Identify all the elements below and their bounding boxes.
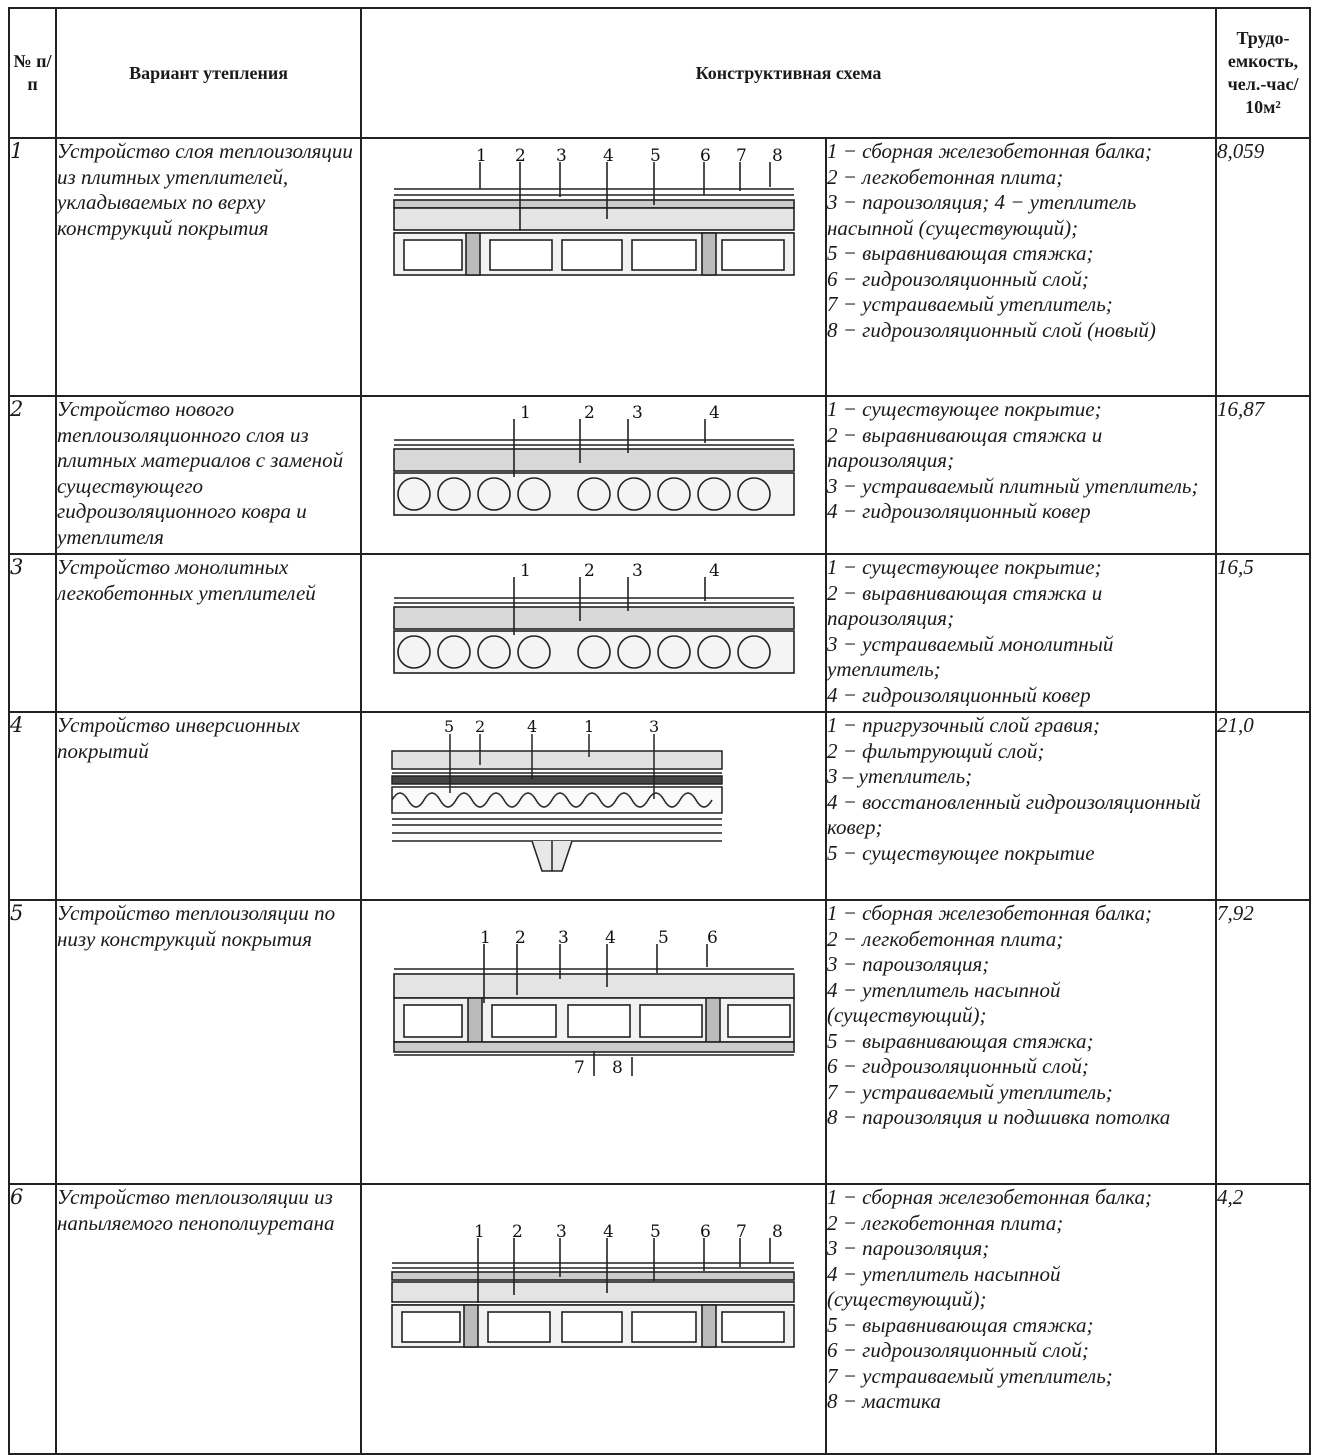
legend-item: 2 − легкобетонная плита; <box>827 1210 1064 1235</box>
legend-item: 2 − выравнивающая стяжка и пароизоляция; <box>827 580 1103 630</box>
callout-label: 2 <box>475 717 486 736</box>
legend-item: 5 − выравнивающая стяжка; <box>827 241 1094 265</box>
labor-value: 16,87 <box>1216 396 1310 554</box>
beam-slab-diagram <box>362 901 827 1185</box>
callout-label: 7 <box>574 1058 585 1078</box>
callout-label: 1 <box>520 561 531 581</box>
callout-label: 8 <box>772 1222 783 1242</box>
legend-item: 5 − существующее покрытие <box>827 840 1095 865</box>
legend-item: 7 − устраиваемый утеплитель; <box>827 292 1113 316</box>
header-labor <box>1216 8 1310 138</box>
callout-label: 3 <box>632 561 643 581</box>
legend <box>826 396 1216 554</box>
row-number: 4 <box>9 712 56 900</box>
callout-label: 4 <box>603 1222 614 1242</box>
header-labor-line: 10м² <box>1245 97 1281 117</box>
row-number: 6 <box>9 1184 56 1454</box>
legend-item: 5 − выравнивающая стяжка; <box>827 1312 1094 1337</box>
callout-label: 8 <box>612 1058 623 1078</box>
header-schema: Конструктивная схема <box>361 8 1216 138</box>
callout-label: 5 <box>650 1222 661 1242</box>
labor-value: 8,059 <box>1216 138 1310 396</box>
table-row <box>9 900 1310 1184</box>
labor-value: 16,5 <box>1216 554 1310 712</box>
callout-label: 7 <box>736 1222 747 1242</box>
callout-label: 4 <box>603 146 614 166</box>
callout-label: 4 <box>605 928 616 948</box>
header-labor-line: емкость, <box>1227 51 1299 71</box>
variant-text: Устройство теплоизоляции по низу конструкций покрытия <box>56 900 361 1184</box>
legend-item: 3 − пароизоляция; <box>827 952 990 976</box>
callout-label: 3 <box>556 146 567 166</box>
legend-item: 1 − пригрузочный слой гравия; <box>827 713 1100 737</box>
labor-value: 21,0 <box>1216 712 1310 900</box>
legend-item: 1 − сборная железобетонная балка; <box>827 139 1152 163</box>
legend-item: 6 − гидроизоляционный слой; <box>827 1338 1089 1362</box>
construction-diagram <box>361 1184 826 1454</box>
variant-text: Устройство монолитных легкобетонных утеплителей <box>56 554 361 712</box>
row-number: 5 <box>9 900 56 1184</box>
legend <box>826 712 1216 900</box>
callout-label: 7 <box>736 146 747 166</box>
legend-item: 2 − легкобетонная плита; <box>827 926 1064 951</box>
callout-label: 2 <box>584 561 595 581</box>
callout-label: 1 <box>480 928 491 948</box>
construction-diagram <box>361 900 826 1184</box>
hollow-slab-diagram <box>362 555 827 713</box>
legend <box>826 554 1216 712</box>
callout-label: 1 <box>474 1222 485 1242</box>
legend-item: 1 − сборная железобетонная балка; <box>827 901 1152 925</box>
header-row <box>9 8 1310 138</box>
legend <box>826 1184 1216 1454</box>
legend-item: 7 − устраиваемый утеплитель; <box>827 1079 1113 1104</box>
legend-item: 2 − выравнивающая стяжка и пароизоляция; <box>827 422 1103 472</box>
legend-item: 8 − гидроизоляционный слой (новый) <box>827 317 1156 342</box>
legend-item: 1 − существующее покрытие; <box>827 555 1102 579</box>
legend-item: 6 − гидроизоляционный слой; <box>827 1054 1089 1078</box>
legend-item: 6 − гидроизоляционный слой; <box>827 266 1089 291</box>
inversion-roof-diagram <box>362 713 827 901</box>
table-row <box>9 712 1310 900</box>
table-row <box>9 138 1310 396</box>
callout-label: 3 <box>632 403 643 423</box>
callout-label: 1 <box>476 146 487 166</box>
header-labor-line: Трудо- <box>1236 28 1290 48</box>
beam-slab-diagram <box>362 139 827 397</box>
callout-label: 5 <box>658 928 669 948</box>
legend-item: 3 − пароизоляция; 4 − утеплитель насыпной (существующий); <box>827 190 1137 240</box>
callout-label: 1 <box>520 403 531 423</box>
row-number: 2 <box>9 396 56 554</box>
callout-label: 4 <box>709 403 720 423</box>
legend-item: 7 − устраиваемый утеплитель; <box>827 1363 1113 1388</box>
legend-item: 4 − утеплитель насыпной (существующий); <box>827 1261 1061 1311</box>
callout-label: 1 <box>584 717 595 736</box>
legend-item: 2 − фильтрующий слой; <box>827 738 1045 763</box>
callout-label: 6 <box>707 928 718 948</box>
callout-label: 2 <box>515 146 526 166</box>
callout-label: 5 <box>650 146 661 166</box>
insulation-table <box>8 7 1311 1455</box>
callout-label: 3 <box>558 928 569 948</box>
labor-value: 4,2 <box>1216 1184 1310 1454</box>
table-row <box>9 554 1310 712</box>
legend <box>826 138 1216 396</box>
construction-diagram <box>361 138 826 396</box>
variant-text: Устройство теплоизоляции из напыляемого пенополиуретана <box>56 1184 361 1454</box>
construction-diagram <box>361 554 826 712</box>
callout-label: 4 <box>527 717 538 736</box>
row-number: 1 <box>9 138 56 396</box>
callout-label: 2 <box>584 403 595 423</box>
legend <box>826 900 1216 1184</box>
callout-label: 8 <box>772 146 783 166</box>
legend-item: 3 − устраиваемый монолитный утеплитель; <box>827 631 1114 681</box>
table-row <box>9 1184 1310 1454</box>
header-variant: Вариант утепления <box>56 8 361 138</box>
variant-text: Устройство инверсионных покрытий <box>56 712 361 900</box>
legend-item: 8 − мастика <box>827 1389 941 1413</box>
legend-item: 1 − сборная железобетонная балка; <box>827 1185 1152 1209</box>
callout-label: 4 <box>709 561 720 581</box>
labor-value: 7,92 <box>1216 900 1310 1184</box>
legend-item: 3 − устраиваемый плитный утеплитель; <box>827 473 1199 498</box>
legend-item: 4 − утеплитель насыпной (существующий); <box>827 977 1061 1027</box>
legend-item: 8 − пароизоляция и подшивка потолка <box>827 1105 1171 1129</box>
callout-label: 6 <box>700 1222 711 1242</box>
legend-item: 1 − существующее покрытие; <box>827 397 1102 421</box>
hollow-slab-diagram <box>362 397 827 555</box>
legend-item: 3 – утеплитель; <box>827 764 973 788</box>
variant-text: Устройство слоя теплоизоляции из плитных утеплителей, укладываемых по верху конструкций покрытия <box>56 138 361 396</box>
row-number: 3 <box>9 554 56 712</box>
legend-item: 3 − пароизоляция; <box>827 1236 990 1260</box>
legend-item: 2 − легкобетонная плита; <box>827 164 1064 189</box>
legend-item: 4 − гидроизоляционный ковер <box>827 499 1091 523</box>
variant-text: Устройство нового теплоизоляционного слоя из плитных материалов с заменой существующего гидроизоляционного ковра и утеплителя <box>56 396 361 554</box>
legend-item: 4 − гидроизоляционный ковер <box>827 682 1091 707</box>
beam-slab-diagram <box>362 1185 827 1455</box>
callout-label: 3 <box>649 717 660 736</box>
callout-label: 3 <box>556 1222 567 1242</box>
header-labor-line: чел.-час/ <box>1227 74 1299 94</box>
construction-diagram <box>361 712 826 900</box>
callout-label: 2 <box>515 928 526 948</box>
header-num: № п/п <box>9 8 56 138</box>
callout-label: 2 <box>512 1222 523 1242</box>
construction-diagram <box>361 396 826 554</box>
legend-item: 4 − восстановленный гидроизоляционный ковер; <box>827 789 1201 839</box>
callout-label: 6 <box>700 146 711 166</box>
callout-label: 5 <box>444 717 455 736</box>
table-row <box>9 396 1310 554</box>
legend-item: 5 − выравнивающая стяжка; <box>827 1028 1094 1053</box>
